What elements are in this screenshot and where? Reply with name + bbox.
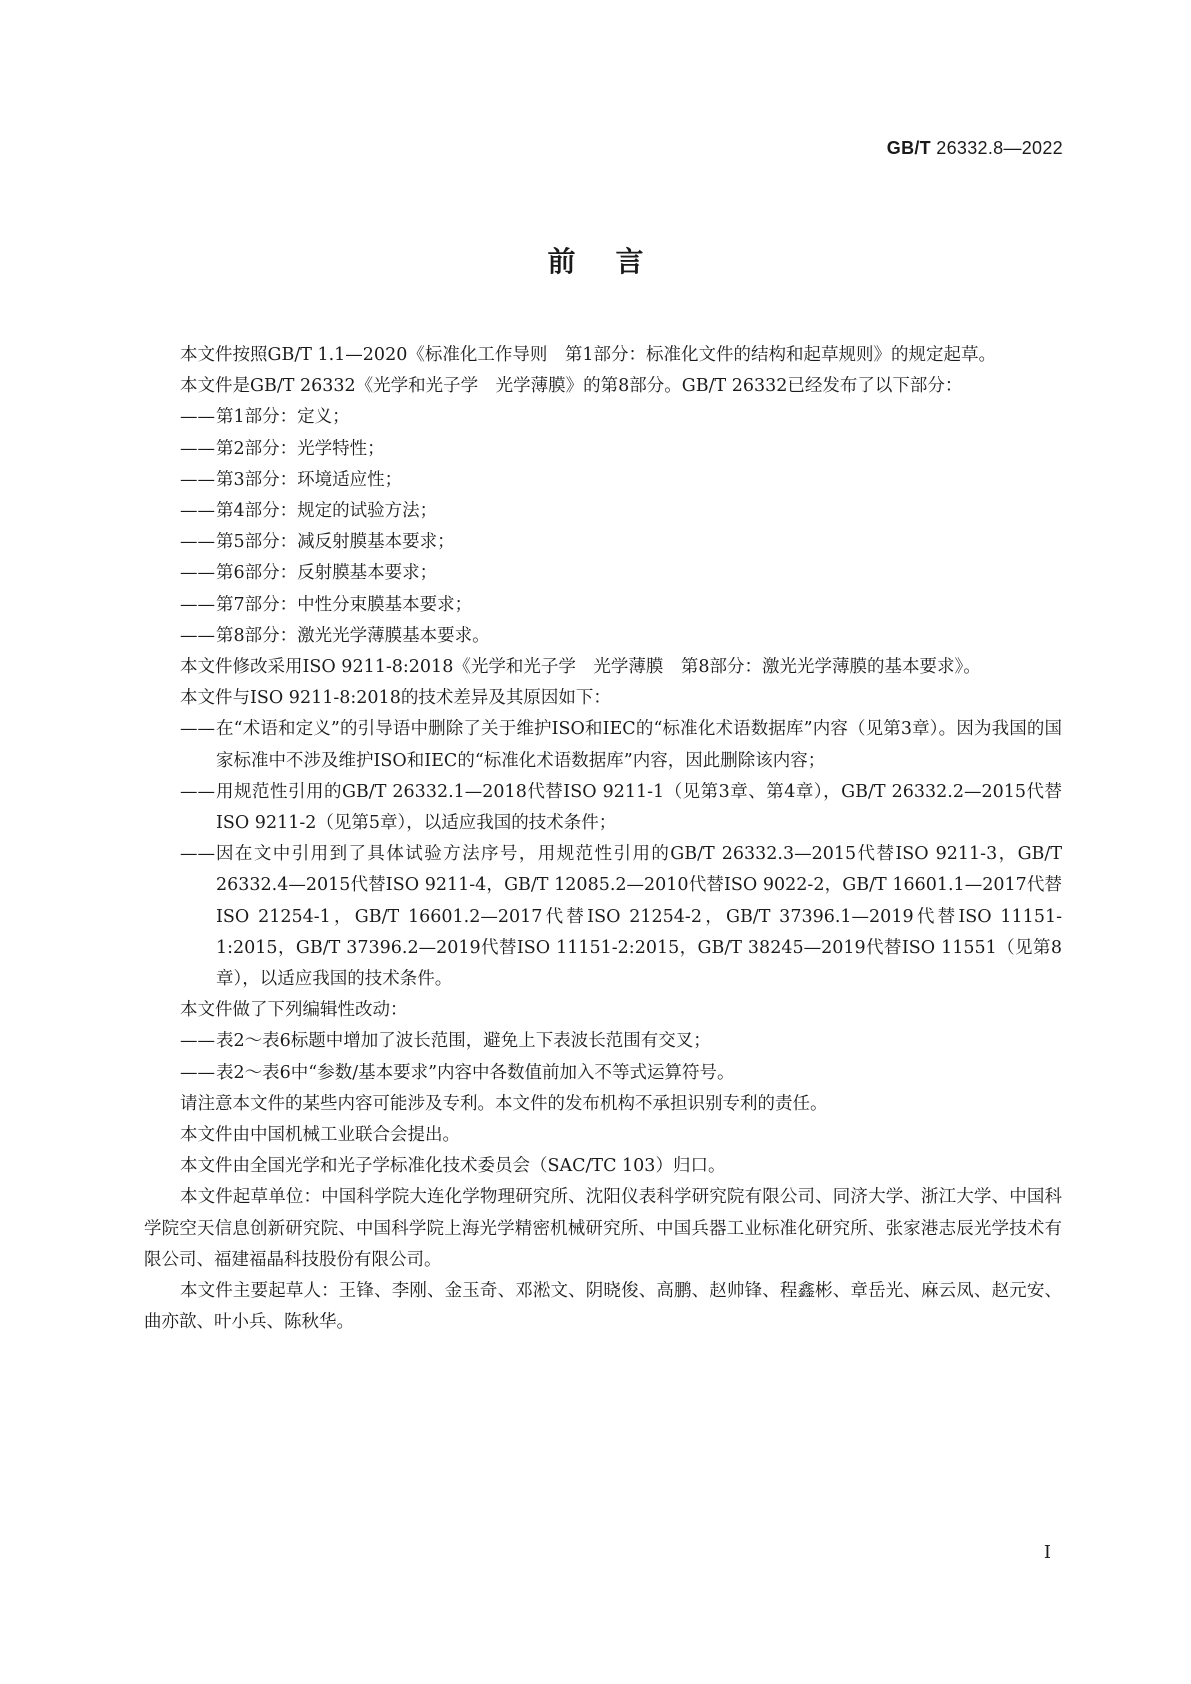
list-item-part-5: —— 第5部分：减反射膜基本要求；	[144, 527, 1062, 558]
list-item-part-2: —— 第2部分：光学特性；	[144, 434, 1062, 465]
standard-code	[887, 138, 1063, 159]
paragraph-editorial-intro: 本文件做了下列编辑性改动：	[180, 1000, 408, 1021]
dash-marker: ——	[180, 844, 215, 865]
dash-marker: ——	[180, 438, 215, 459]
dash-marker: ——	[180, 594, 215, 615]
list-item-part-8: —— 第8部分：激光光学薄膜基本要求。	[144, 621, 1062, 652]
page-number: I	[1043, 1542, 1051, 1563]
list-item-part-6: —— 第6部分：反射膜基本要求；	[144, 558, 1062, 589]
foreword-body	[144, 340, 1062, 1339]
paragraph-drafting-units: 本文件起草单位：中国科学院大连化学物理研究所、沈阳仪表科学研究院有限公司、同济大学、浙江大学、中国科学院空天信息创新研究院、中国科学院上海光学精密机械研究所、中国兵器工业标准化研究所、张家港志辰光学技术有限公司、福建福晶科技股份有限公司。	[144, 1187, 1062, 1270]
paragraph-drafters: 本文件主要起草人：王锋、李刚、金玉奇、邓淞文、阴晓俊、高鹏、赵帅锋、程鑫彬、章岳光、麻云凤、赵元安、曲亦歆、叶小兵、陈秋华。	[144, 1281, 1062, 1333]
standard-code-number: 26332.8—2022	[936, 138, 1063, 158]
standard-code-prefix: GB/T	[886, 138, 931, 158]
paragraph-drafting-rules: 本文件按照GB/T 1.1—2020《标准化工作导则 第1部分：标准化文件的结构和起草规则》的规定起草。	[180, 345, 996, 365]
list-item-editorial-1: —— 表2～表6标题中增加了波长范围，避免上下表波长范围有交叉；	[144, 1026, 1062, 1057]
paragraph-series-intro: 本文件是GB/T 26332《光学和光子学 光学薄膜》的第8部分。GB/T 26332已经发布了以下部分：	[180, 376, 963, 397]
list-item-difference-1: —— 在“术语和定义”的引导语中删除了关于维护ISO和IEC的“标准化术语数据库”内容（见第3章）。因为我国的国家标准中不涉及维护ISO和IEC的“标准化术语数据库”内容，因此删除该内容；	[144, 714, 1062, 776]
dash-marker: ——	[180, 563, 215, 584]
paragraph-adoption: 本文件修改采用ISO 9211-8:2018《光学和光子学 光学薄膜 第8部分：激光光学薄膜的基本要求》。	[180, 657, 981, 678]
dash-marker: ——	[180, 532, 215, 553]
dash-marker: ——	[180, 625, 215, 646]
dash-marker: ——	[180, 1062, 215, 1083]
list-item-difference-3: —— 因在文中引用到了具体试验方法序号，用规范性引用的GB/T 26332.3—2015代替ISO 9211-3，GB/T 26332.4—2015代替ISO 9211-4，GB/T 12085.2—2010代替ISO 9022-2，GB/T 16601.1—2017代替ISO 21254-1，GB/T 16601.2—2017代替ISO 21254-2，GB/T 37396.1—2019代替ISO 11151-1:2015，GB/T 37396.2—2019代替ISO 11151-2:2015，GB/T 38245—2019代替ISO 11551（见第8章），以适应我国的技术条件。	[144, 839, 1062, 995]
dash-marker: ——	[180, 407, 215, 428]
list-item-difference-2: —— 用规范性引用的GB/T 26332.1—2018代替ISO 9211-1（见第3章、第4章），GB/T 26332.2—2015代替ISO 9211-2（见第5章），以适应我国的技术条件；	[144, 777, 1062, 839]
dash-marker: ——	[180, 501, 215, 522]
list-item-part-1: —— 第1部分：定义；	[144, 402, 1062, 433]
list-item-part-4: —— 第4部分：规定的试验方法；	[144, 496, 1062, 527]
paragraph-committee: 本文件由全国光学和光子学标准化技术委员会（SAC/TC 103）归口。	[180, 1156, 726, 1177]
list-item-part-7: —— 第7部分：中性分束膜基本要求；	[144, 590, 1062, 621]
dash-marker: ——	[180, 781, 215, 802]
dash-marker: ——	[180, 469, 215, 490]
dash-marker: ——	[180, 719, 215, 740]
paragraph-proposer: 本文件由中国机械工业联合会提出。	[180, 1125, 460, 1146]
list-item-editorial-2: —— 表2～表6中“参数/基本要求”内容中各数值前加入不等式运算符号。	[144, 1058, 1062, 1089]
paragraph-differences-intro: 本文件与ISO 9211-8:2018的技术差异及其原因如下：	[180, 688, 611, 709]
dash-marker: ——	[180, 1031, 215, 1052]
list-item-part-3: —— 第3部分：环境适应性；	[144, 465, 1062, 496]
page-title: 前言	[547, 245, 684, 278]
paragraph-patent-notice: 请注意本文件的某些内容可能涉及专利。本文件的发布机构不承担识别专利的责任。	[180, 1093, 828, 1114]
